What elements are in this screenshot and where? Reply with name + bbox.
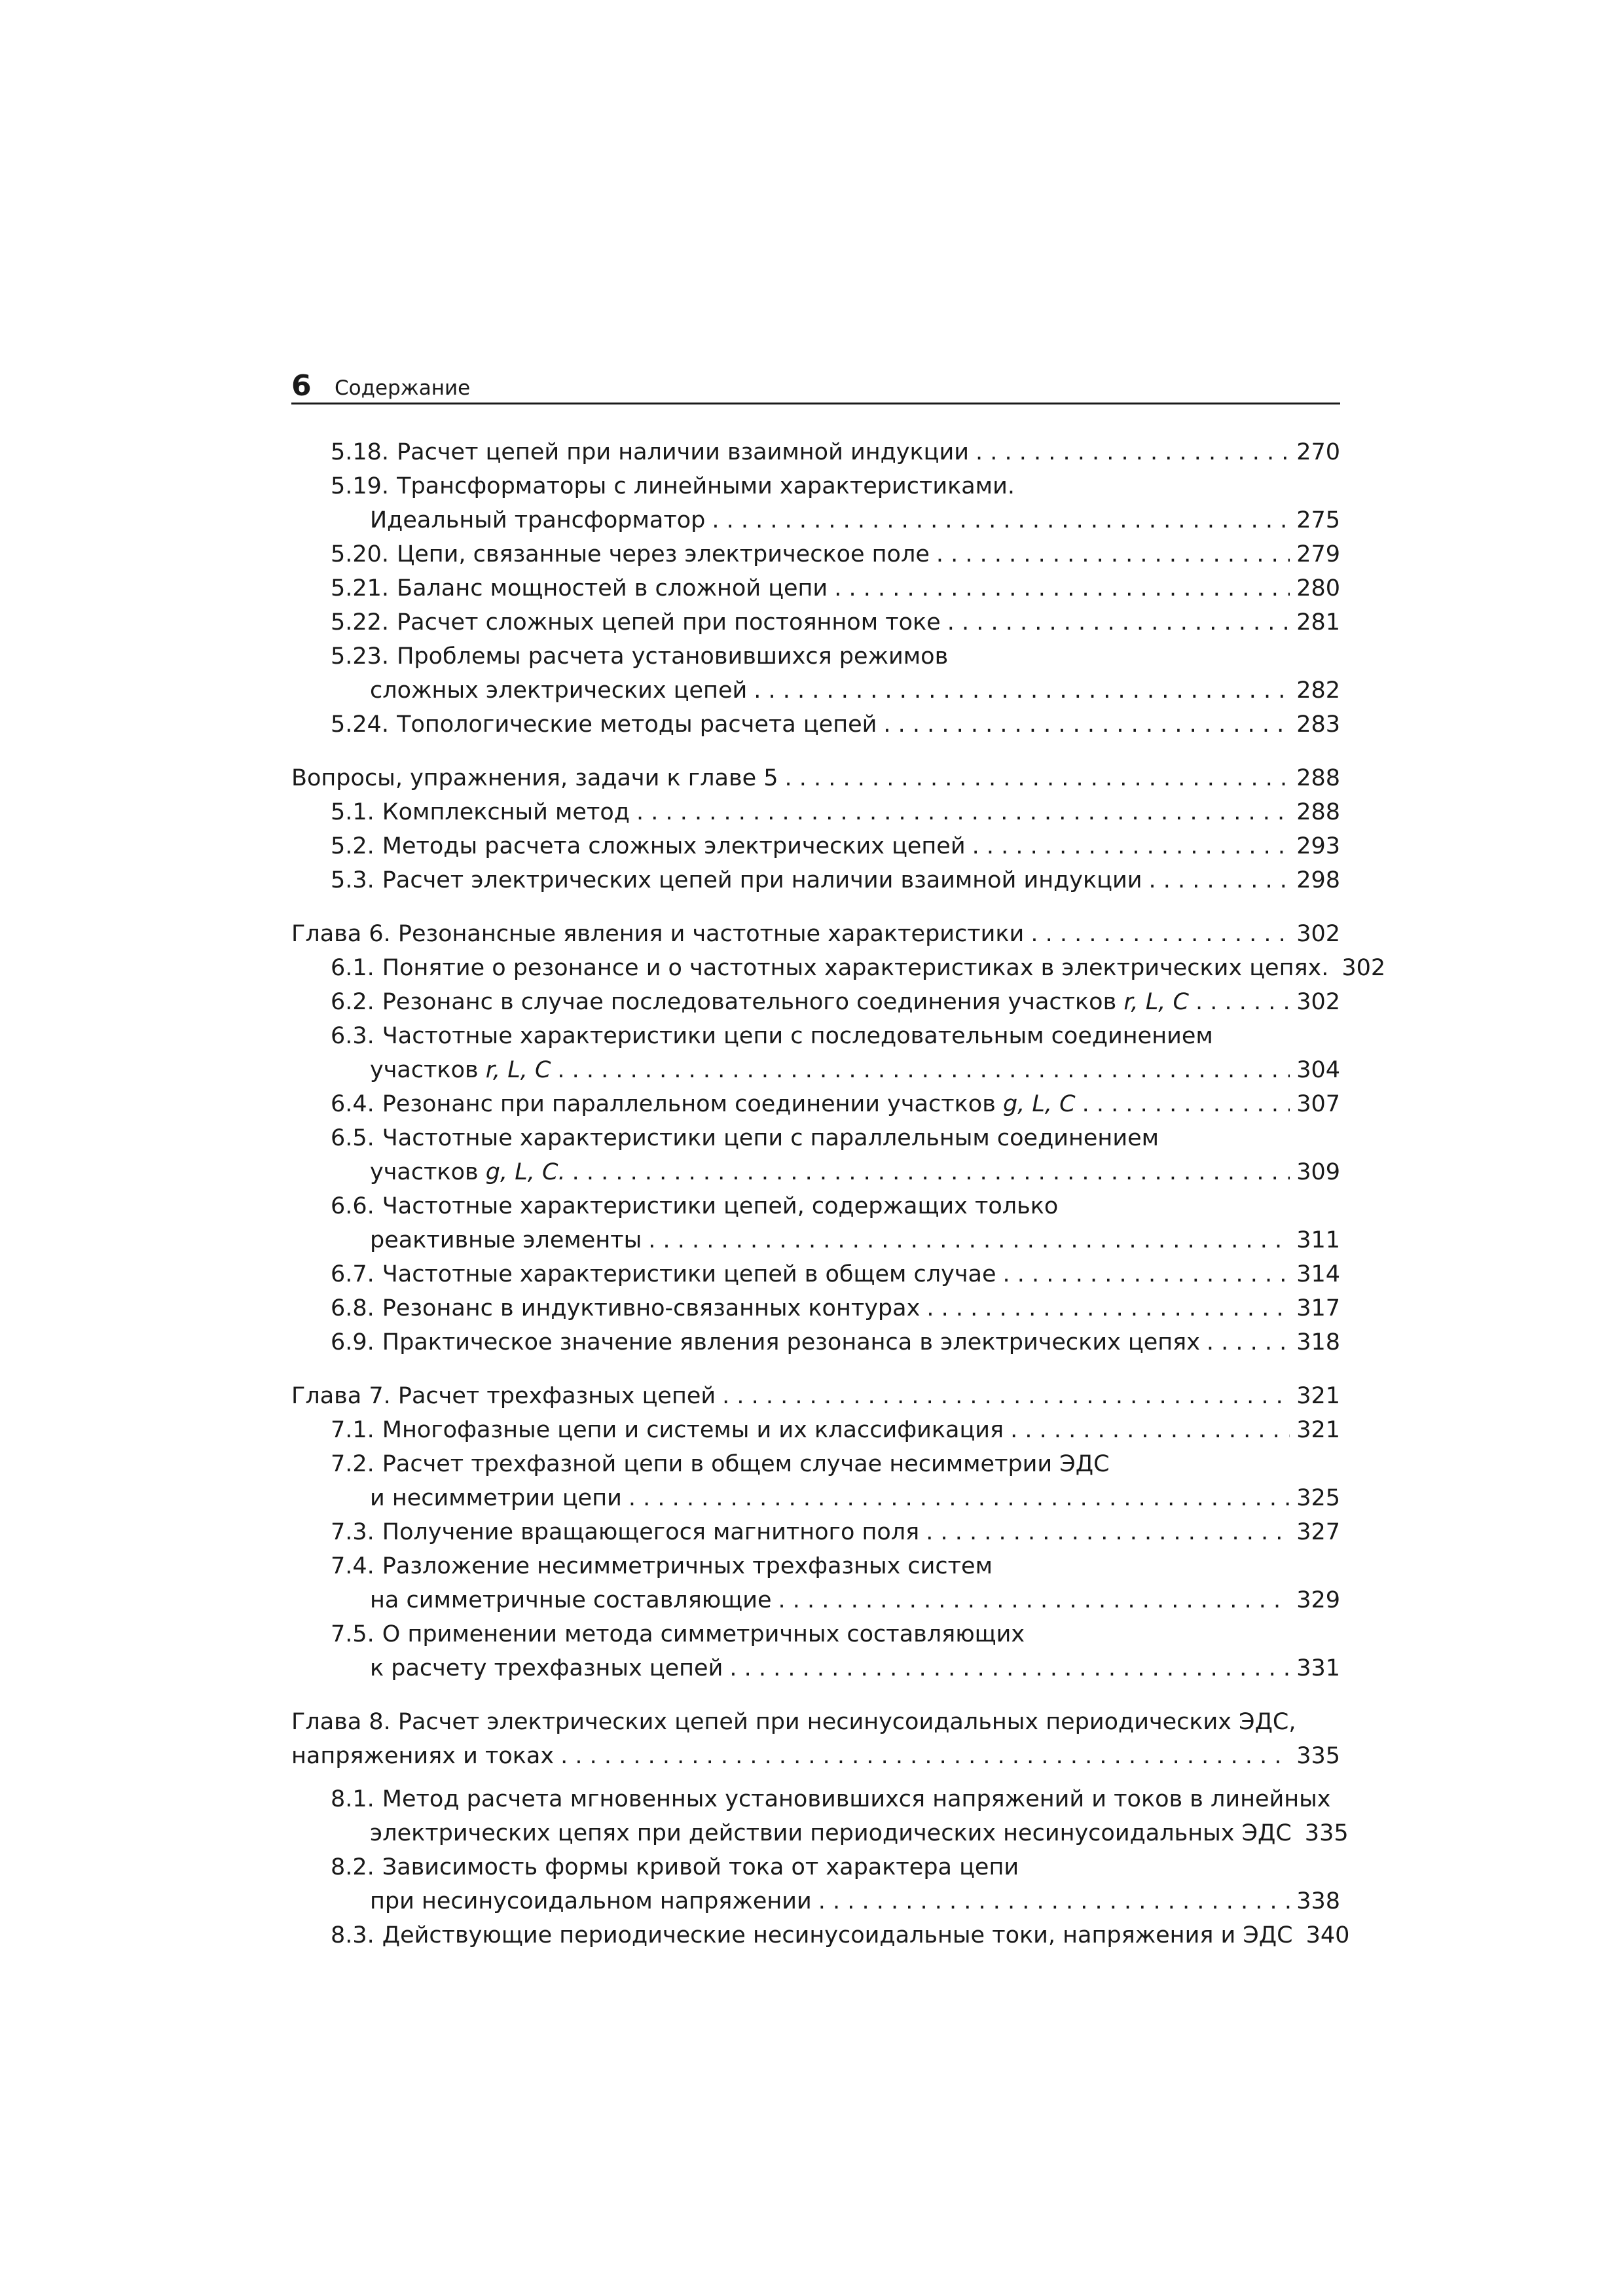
toc-entry-number: 5.24. bbox=[331, 711, 390, 738]
toc-entry-title: Идеальный трансформатор bbox=[370, 507, 706, 533]
toc-entry[interactable] bbox=[291, 761, 1340, 795]
toc-entry[interactable] bbox=[370, 1583, 1340, 1617]
toc-entry-title: Проблемы расчета установившихся режимов bbox=[397, 643, 949, 670]
toc-entry-page: 302 bbox=[1341, 955, 1386, 981]
toc-entry-title: Многофазные цепи и системы и их классификация bbox=[382, 1417, 1004, 1443]
toc-entry-page: 304 bbox=[1296, 1057, 1340, 1083]
toc-entry-page: 279 bbox=[1296, 541, 1340, 567]
toc-entry-number: 7.3. bbox=[331, 1519, 374, 1545]
toc-entry-variables: r, L, C bbox=[485, 1057, 551, 1083]
toc-entry[interactable] bbox=[331, 1291, 1340, 1325]
leader-dots bbox=[818, 1884, 1290, 1918]
toc-entry-page: 321 bbox=[1296, 1417, 1340, 1443]
leader-dots bbox=[1030, 917, 1290, 951]
toc-entry-page: 302 bbox=[1296, 989, 1340, 1015]
toc-entry-title: Частотные характеристики цепи с последовательным соединением bbox=[382, 1023, 1213, 1049]
toc-entry[interactable] bbox=[331, 1447, 1340, 1481]
toc-entry-page: 282 bbox=[1296, 677, 1340, 704]
toc-entry-number: 5.1. bbox=[331, 799, 374, 825]
toc-entry-title: сложных электрических цепей bbox=[370, 677, 748, 704]
toc-entry-number: 5.20. bbox=[331, 541, 390, 567]
toc-entry-number: 5.2. bbox=[331, 833, 374, 859]
toc-entry-title: Трансформаторы с линейными характеристиками. bbox=[397, 473, 1015, 499]
toc-entry-number: 7.1. bbox=[331, 1417, 374, 1443]
leader-dots bbox=[754, 673, 1290, 708]
leader-dots bbox=[1003, 1257, 1290, 1291]
toc-entry-page: 331 bbox=[1296, 1655, 1340, 1681]
toc-entry[interactable] bbox=[331, 435, 1340, 469]
toc-entry[interactable] bbox=[331, 1189, 1340, 1223]
toc-entry-title: О применении метода симметричных составляющих bbox=[382, 1621, 1025, 1647]
toc-entry[interactable] bbox=[370, 1223, 1340, 1257]
toc-entry-number: 6.8. bbox=[331, 1295, 374, 1321]
toc-entry-page: 325 bbox=[1296, 1485, 1340, 1511]
header-rule bbox=[291, 403, 1340, 404]
toc-entry-page: 317 bbox=[1296, 1295, 1340, 1321]
table-of-contents bbox=[291, 435, 1386, 1952]
toc-entry-number: 8.3. bbox=[331, 1922, 374, 1948]
toc-entry-number: 6.2. bbox=[331, 989, 374, 1015]
toc-entry-number: 8.2. bbox=[331, 1854, 374, 1880]
toc-entry[interactable] bbox=[370, 1053, 1340, 1087]
toc-entry-title: участков g, L, C. bbox=[370, 1159, 566, 1185]
toc-entry-title: Частотные характеристики цепи с параллельным соединением bbox=[382, 1125, 1159, 1151]
toc-entry-title: Расчет цепей при наличии взаимной индукции bbox=[397, 439, 969, 465]
leader-dots bbox=[572, 1155, 1290, 1189]
toc-entry-title: и несимметрии цепи bbox=[370, 1485, 622, 1511]
toc-entry-page: 314 bbox=[1296, 1261, 1340, 1287]
toc-entry-title: напряжениях и токах bbox=[291, 1743, 555, 1769]
toc-entry-page: 288 bbox=[1296, 799, 1340, 825]
toc-entry[interactable] bbox=[331, 985, 1340, 1019]
leader-dots bbox=[1010, 1413, 1290, 1447]
toc-entry[interactable] bbox=[331, 795, 1340, 829]
toc-entry-variables: g, L, C. bbox=[485, 1159, 566, 1185]
toc-entry-number: 7.4. bbox=[331, 1553, 374, 1579]
toc-entry-number: 5.23. bbox=[331, 643, 390, 670]
toc-entry-page: 318 bbox=[1296, 1329, 1340, 1355]
running-title: Содержание bbox=[335, 376, 471, 400]
toc-entry-title: Баланс мощностей в сложной цепи bbox=[397, 575, 828, 601]
toc-entry[interactable] bbox=[331, 829, 1340, 863]
leader-dots bbox=[712, 503, 1290, 537]
toc-entry-page: 340 bbox=[1305, 1922, 1350, 1948]
toc-entry-number: 5.21. bbox=[331, 575, 390, 601]
toc-entry-page: 293 bbox=[1296, 833, 1340, 859]
toc-entry-page: 280 bbox=[1296, 575, 1340, 601]
toc-entry-number: 6.5. bbox=[331, 1125, 374, 1151]
toc-entry[interactable] bbox=[331, 1121, 1340, 1155]
toc-entry[interactable] bbox=[331, 1413, 1340, 1447]
toc-entry[interactable] bbox=[370, 1155, 1340, 1189]
toc-entry-title: к расчету трехфазных цепей bbox=[370, 1655, 723, 1681]
leader-dots bbox=[636, 795, 1290, 829]
toc-entry-page: 335 bbox=[1296, 1743, 1340, 1769]
toc-entry-title: Разложение несимметричных трехфазных систем bbox=[382, 1553, 993, 1579]
toc-entry-number: 5.22. bbox=[331, 609, 390, 636]
toc-entry[interactable] bbox=[331, 605, 1340, 639]
toc-entry-page: 327 bbox=[1296, 1519, 1340, 1545]
toc-entry[interactable] bbox=[331, 1782, 1340, 1816]
toc-entry-title: на симметричные составляющие bbox=[370, 1587, 772, 1613]
leader-dots bbox=[926, 1291, 1290, 1325]
toc-entry[interactable] bbox=[331, 1850, 1340, 1884]
toc-entry-page: 270 bbox=[1296, 439, 1340, 465]
toc-entry[interactable] bbox=[331, 537, 1340, 571]
toc-entry-page: 283 bbox=[1296, 711, 1340, 738]
toc-entry-number: 6.6. bbox=[331, 1193, 374, 1219]
toc-entry-number: 8.1. bbox=[331, 1786, 374, 1812]
toc-entry[interactable] bbox=[331, 469, 1340, 503]
toc-entry-page: 281 bbox=[1296, 609, 1340, 636]
toc-entry-title: Частотные характеристики цепей в общем случае bbox=[382, 1261, 996, 1287]
leader-dots bbox=[1195, 985, 1290, 1019]
toc-entry-number: 5.19. bbox=[331, 473, 390, 499]
toc-entry-title: Зависимость формы кривой тока от характера цепи bbox=[382, 1854, 1019, 1880]
toc-entry[interactable] bbox=[331, 1087, 1340, 1121]
toc-entry-page: 335 bbox=[1304, 1820, 1349, 1846]
toc-entry[interactable] bbox=[331, 1515, 1340, 1549]
toc-entry-title: участков r, L, C bbox=[370, 1057, 551, 1083]
toc-entry-title: Топологические методы расчета цепей bbox=[397, 711, 877, 738]
toc-entry-page: 275 bbox=[1296, 507, 1340, 533]
toc-entry[interactable] bbox=[331, 863, 1340, 897]
page-header bbox=[291, 370, 1340, 403]
toc-entry[interactable] bbox=[291, 1379, 1340, 1413]
toc-entry-page: 288 bbox=[1296, 765, 1340, 791]
toc-entry[interactable] bbox=[370, 1481, 1340, 1515]
leader-dots bbox=[1082, 1087, 1290, 1121]
leader-dots bbox=[648, 1223, 1290, 1257]
leader-dots bbox=[947, 605, 1290, 639]
toc-entry-title: Цепи, связанные через электрическое поле bbox=[397, 541, 930, 567]
toc-entry-page: 338 bbox=[1296, 1888, 1340, 1914]
toc-entry-title: Действующие периодические несинусоидальные токи, напряжения и ЭДС bbox=[382, 1922, 1293, 1948]
leader-dots bbox=[972, 829, 1290, 863]
toc-entry-title: при несинусоидальном напряжении bbox=[370, 1888, 812, 1914]
toc-entry[interactable] bbox=[331, 571, 1340, 605]
toc-entry-title: Резонанс при параллельном соединении участков g, L, C bbox=[382, 1091, 1076, 1117]
leader-dots bbox=[629, 1481, 1290, 1515]
toc-entry-title: Практическое значение явления резонанса в электрических цепях bbox=[382, 1329, 1200, 1355]
toc-entry-number: 5.3. bbox=[331, 867, 374, 893]
toc-entry-title: Глава 8. Расчет электрических цепей при несинусоидальных периодических ЭДС, bbox=[291, 1709, 1296, 1735]
toc-entry[interactable] bbox=[331, 1325, 1340, 1359]
toc-entry[interactable] bbox=[331, 951, 1386, 985]
toc-entry-number: 7.2. bbox=[331, 1451, 374, 1477]
leader-dots bbox=[1207, 1325, 1290, 1359]
leader-dots bbox=[785, 761, 1290, 795]
toc-entry-page: 302 bbox=[1296, 921, 1340, 947]
toc-entry-number: 6.7. bbox=[331, 1261, 374, 1287]
toc-entry-title: Получение вращающегося магнитного поля bbox=[382, 1519, 920, 1545]
toc-entry-variables: g, L, C bbox=[1002, 1091, 1076, 1117]
toc-entry[interactable] bbox=[370, 1816, 1349, 1850]
toc-entry-number: 6.4. bbox=[331, 1091, 374, 1117]
toc-entry-title: Понятие о резонансе и о частотных характеристиках в электрических цепях. bbox=[382, 955, 1329, 981]
leader-dots bbox=[1148, 863, 1290, 897]
toc-entry-title: реактивные элементы bbox=[370, 1227, 642, 1253]
toc-entry[interactable] bbox=[331, 639, 1340, 673]
leader-dots bbox=[729, 1651, 1290, 1685]
leader-dots bbox=[976, 435, 1290, 469]
toc-entry-number: 6.9. bbox=[331, 1329, 374, 1355]
toc-entry-number: 5.18. bbox=[331, 439, 390, 465]
toc-entry-title: Расчет сложных цепей при постоянном токе bbox=[397, 609, 941, 636]
toc-entry-title: Глава 7. Расчет трехфазных цепей bbox=[291, 1383, 716, 1409]
toc-entry-title: Вопросы, упражнения, задачи к главе 5 bbox=[291, 765, 778, 791]
toc-entry-page: 298 bbox=[1296, 867, 1340, 893]
toc-entry-page: 309 bbox=[1296, 1159, 1340, 1185]
toc-entry[interactable] bbox=[291, 1739, 1340, 1773]
toc-entry-title: Резонанс в случае последовательного соединения участков r, L, C bbox=[382, 989, 1189, 1015]
toc-entry-variables: r, L, C bbox=[1123, 989, 1189, 1015]
toc-entry-title: Комплексный метод bbox=[382, 799, 630, 825]
leader-dots bbox=[926, 1515, 1290, 1549]
toc-entry-title: Расчет трехфазной цепи в общем случае несимметрии ЭДС bbox=[382, 1451, 1110, 1477]
leader-dots bbox=[834, 571, 1290, 605]
toc-entry[interactable] bbox=[291, 1705, 1340, 1739]
toc-entry-title: Глава 6. Резонансные явления и частотные характеристики bbox=[291, 921, 1025, 947]
toc-entry-number: 7.5. bbox=[331, 1621, 374, 1647]
toc-entry-page: 329 bbox=[1296, 1587, 1340, 1613]
toc-entry[interactable] bbox=[291, 917, 1340, 951]
toc-entry[interactable] bbox=[331, 708, 1340, 742]
toc-entry-title: Методы расчета сложных электрических цепей bbox=[382, 833, 966, 859]
leader-dots bbox=[560, 1739, 1290, 1773]
toc-entry[interactable] bbox=[331, 1019, 1340, 1053]
toc-entry[interactable] bbox=[331, 1617, 1340, 1651]
toc-entry[interactable] bbox=[370, 1651, 1340, 1685]
toc-entry-title: Метод расчета мгновенных установившихся напряжений и токов в линейных bbox=[382, 1786, 1331, 1812]
leader-dots bbox=[936, 537, 1290, 571]
leader-dots bbox=[778, 1583, 1290, 1617]
toc-entry[interactable] bbox=[331, 1918, 1350, 1952]
leader-dots bbox=[557, 1053, 1290, 1087]
toc-entry-number: 6.3. bbox=[331, 1023, 374, 1049]
page-number: 6 bbox=[291, 369, 312, 403]
toc-entry-title: Резонанс в индуктивно-связанных контурах bbox=[382, 1295, 921, 1321]
toc-entry[interactable] bbox=[331, 1257, 1340, 1291]
toc-entry[interactable] bbox=[331, 1549, 1340, 1583]
toc-entry-page: 311 bbox=[1296, 1227, 1340, 1253]
toc-entry-title: Частотные характеристики цепей, содержащих только bbox=[382, 1193, 1059, 1219]
toc-entry[interactable] bbox=[370, 673, 1340, 708]
leader-dots bbox=[883, 708, 1290, 742]
toc-entry-number: 6.1. bbox=[331, 955, 374, 981]
toc-entry-page: 307 bbox=[1296, 1091, 1340, 1117]
toc-entry[interactable] bbox=[370, 503, 1340, 537]
leader-dots bbox=[722, 1379, 1290, 1413]
toc-entry[interactable] bbox=[370, 1884, 1340, 1918]
toc-entry-title: Расчет электрических цепей при наличии взаимной индукции bbox=[382, 867, 1142, 893]
toc-entry-title: электрических цепях при действии периодических несинусоидальных ЭДС bbox=[370, 1820, 1292, 1846]
toc-entry-page: 321 bbox=[1296, 1383, 1340, 1409]
